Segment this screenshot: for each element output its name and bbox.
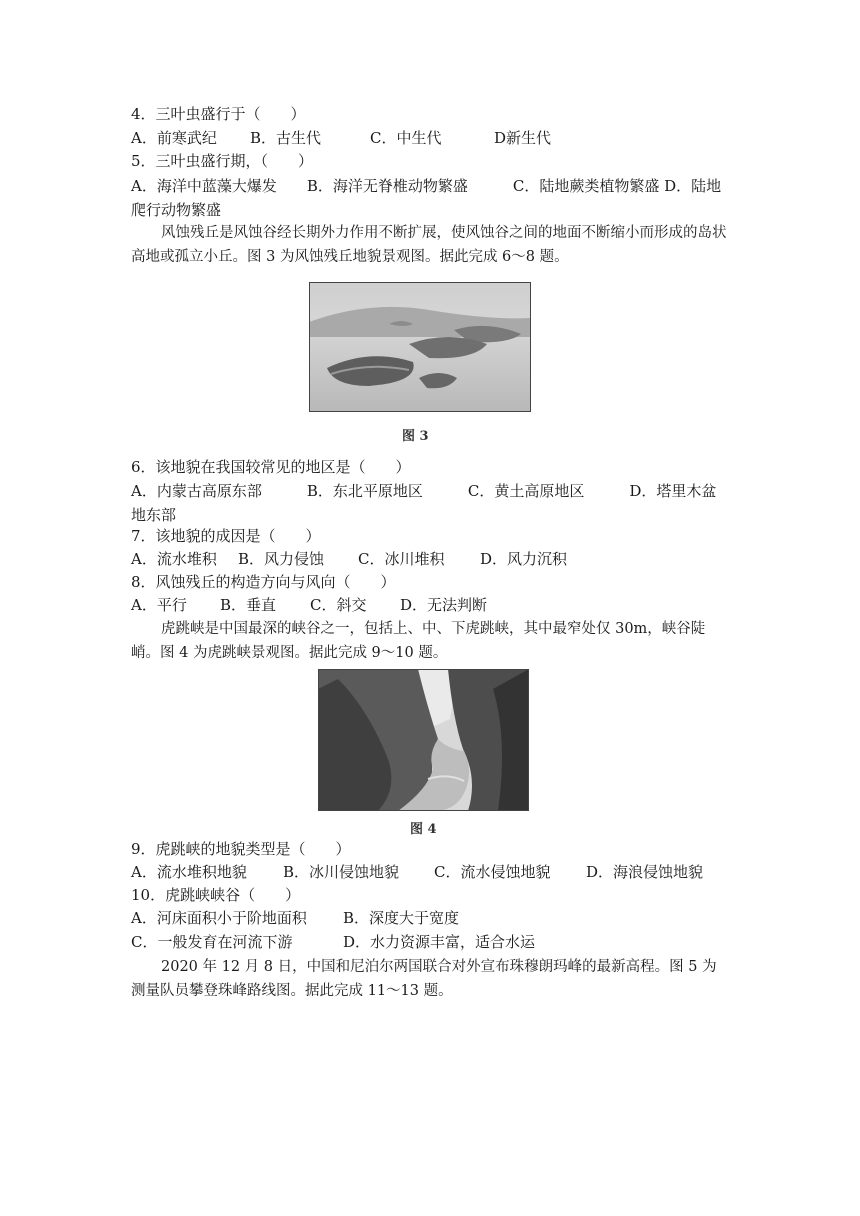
q4-option-b: B．古生代 <box>250 129 322 147</box>
q10-option-d: D．水力资源丰富，适合水运 <box>343 933 536 951</box>
q9-option-a: A．流水堆积地貌 <box>131 863 247 881</box>
q8-option-b: B．垂直 <box>220 596 277 614</box>
q10-option-a: A．河床面积小于阶地面积 <box>131 909 307 927</box>
q6-options: A．内蒙古高原东部 B．东北平原地区 C．黄土高原地区 D．塔里木盆地东部 <box>131 482 717 524</box>
q6-stem: 6．该地貌在我国较常见的地区是（ ） <box>131 458 411 476</box>
figure-3-caption: 图 3 <box>402 429 429 444</box>
tiger-leaping-gorge-photo <box>318 669 529 811</box>
q4-option-c: C．中生代 <box>370 129 442 147</box>
q9-option-c: C．流水侵蚀地貌 <box>434 863 551 881</box>
q9-stem: 9．虎跳峡的地貌类型是（ ） <box>131 840 351 858</box>
wind-erosion-landform-photo <box>309 282 531 412</box>
figure-4-caption: 图 4 <box>410 822 437 837</box>
q7-option-b: B．风力侵蚀 <box>238 550 325 568</box>
q9-option-d: D．海浪侵蚀地貌 <box>586 863 704 881</box>
passage-11-13: 2020 年 12 月 8 日，中国和尼泊尔两国联合对外宣布珠穆朗玛峰的最新高程。图 5 为测量队员攀登珠峰路线图。据此完成 11～13 题。 <box>131 959 717 999</box>
q4-option-a: A．前寒武纪 <box>131 129 217 147</box>
q8-option-c: C．斜交 <box>310 596 367 614</box>
q10-stem: 10．虎跳峡峡谷（ ） <box>131 886 301 904</box>
figure-3-image <box>309 282 531 412</box>
q5-options: A．海洋中蓝藻大爆发 B．海洋无脊椎动物繁盛 C．陆地蕨类植物繁盛 D．陆地爬行动物繁盛 <box>131 177 722 219</box>
q8-option-a: A．平行 <box>131 596 187 614</box>
figure-4-image <box>318 669 529 811</box>
passage-6-8: 风蚀残丘是风蚀谷经长期外力作用不断扩展，使风蚀谷之间的地面不断缩小而形成的岛状高地或孤立小丘。图 3 为风蚀残丘地貌景观图。据此完成 6～8 题。 <box>131 225 727 265</box>
passage-9-10: 虎跳峡是中国最深的峡谷之一，包括上、中、下虎跳峡，其中最窄处仅 30m，峡谷陡峭。图 4 为虎跳峡景观图。据此完成 9～10 题。 <box>131 621 706 661</box>
q10-option-c: C．一般发育在河流下游 <box>131 933 293 951</box>
q9-option-b: B．冰川侵蚀地貌 <box>283 863 400 881</box>
q10-option-b: B．深度大于宽度 <box>343 909 460 927</box>
q4-option-d: D新生代 <box>494 129 552 147</box>
q8-option-d: D．无法判断 <box>400 596 488 614</box>
q7-stem: 7．该地貌的成因是（ ） <box>131 527 321 545</box>
q7-option-d: D．风力沉积 <box>480 550 568 568</box>
q8-stem: 8．风蚀残丘的构造方向与风向（ ） <box>131 573 396 591</box>
q5-stem: 5．三叶虫盛行期，（ ） <box>131 152 314 170</box>
q7-option-a: A．流水堆积 <box>131 550 217 568</box>
q4-stem: 4．三叶虫盛行于（ ） <box>131 105 306 123</box>
q7-option-c: C．冰川堆积 <box>358 550 445 568</box>
